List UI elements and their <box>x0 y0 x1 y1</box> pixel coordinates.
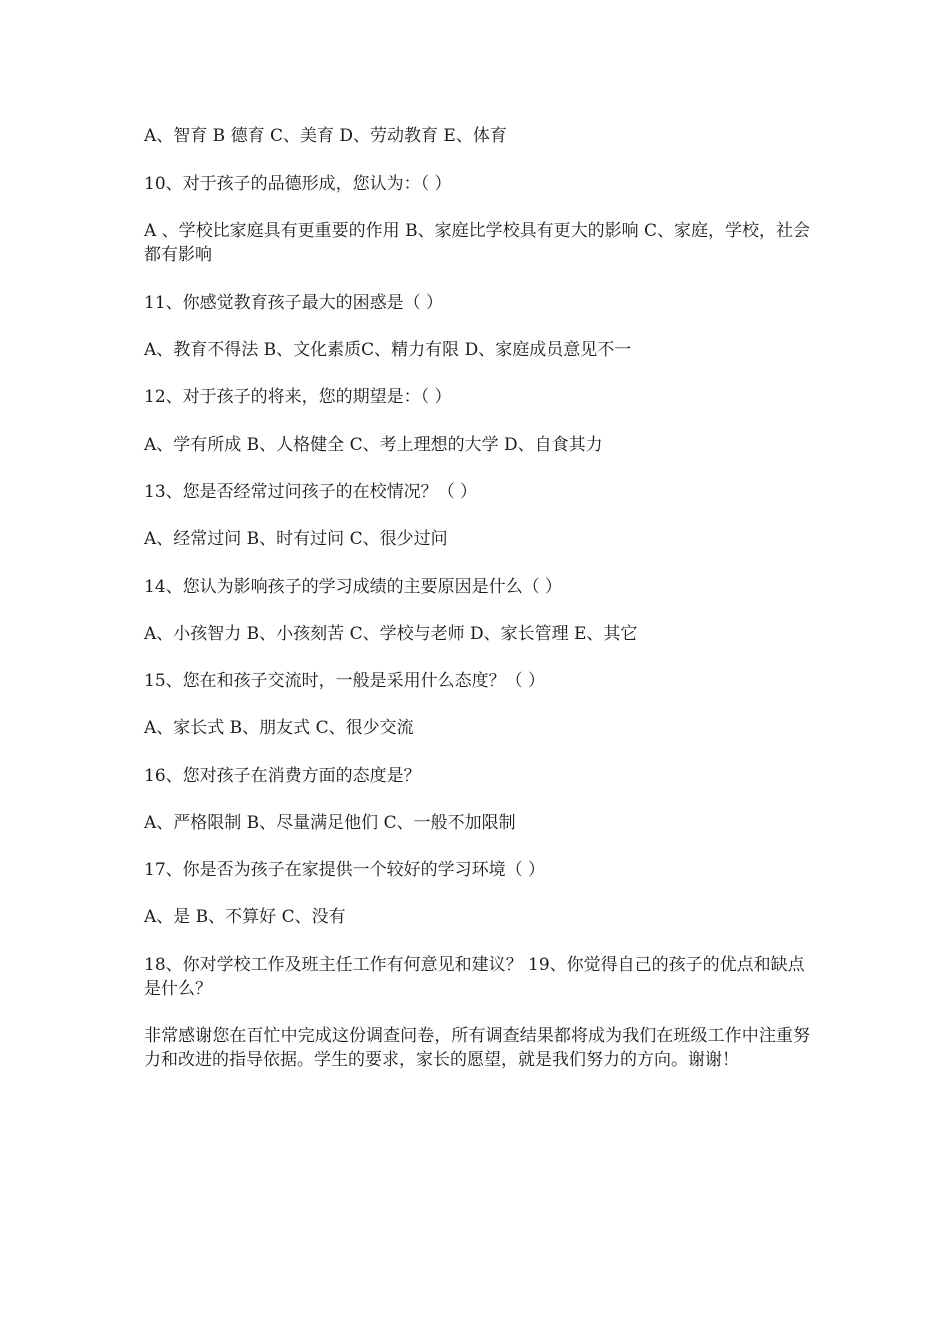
q15-options: A、家长式 B、朋友式 C、很少交流 <box>144 718 414 738</box>
q16-options: A、严格限制 B、尽量满足他们 C、一般不加限制 <box>144 813 516 833</box>
q10-question: 10、对于孩子的品德形成，您认为：（ ） <box>144 174 452 194</box>
q11-question: 11、你感觉教育孩子最大的困惑是（ ） <box>144 293 444 313</box>
q12-question: 12、对于孩子的将来，您的期望是：（ ） <box>144 387 452 407</box>
q13-question: 13、您是否经常过问孩子的在校情况？（ ） <box>144 482 478 502</box>
q17-question: 17、你是否为孩子在家提供一个较好的学习环境（ ） <box>144 860 546 880</box>
q11-options: A、教育不得法 B、文化素质C、精力有限 D、家庭成员意见不一 <box>144 340 632 360</box>
q14-question: 14、您认为影响孩子的学习成绩的主要原因是什么（ ） <box>144 577 563 597</box>
q16-question: 16、您对孩子在消费方面的态度是？ <box>144 766 421 786</box>
q18-q19-questions: 18、你对学校工作及班主任工作有何意见和建议？ 19、你觉得自己的孩子的优点和缺点是什么？ <box>144 955 805 999</box>
q13-options: A、经常过问 B、时有过问 C、很少过问 <box>144 529 448 549</box>
q10-options: A 、学校比家庭具有更重要的作用 B、家庭比学校具有更大的影响 C、家庭，学校，社会都有影响 <box>144 221 810 265</box>
q17-options: A、是 B、不算好 C、没有 <box>144 907 346 927</box>
closing-note: 非常感谢您在百忙中完成这份调查问卷，所有调查结果都将成为我们在班级工作中注重努力和改进的指导依据。学生的要求，家长的愿望，就是我们努力的方向。谢谢！ <box>144 1026 810 1070</box>
q9-options: A、智育 B 德育 C、美育 D、劳动教育 E、体育 <box>144 126 507 146</box>
q12-options: A、学有所成 B、人格健全 C、考上理想的大学 D、自食其力 <box>144 435 603 455</box>
q14-options: A、小孩智力 B、小孩刻苦 C、学校与老师 D、家长管理 E、其它 <box>144 624 638 644</box>
q15-question: 15、您在和孩子交流时，一般是采用什么态度？（ ） <box>144 671 546 691</box>
